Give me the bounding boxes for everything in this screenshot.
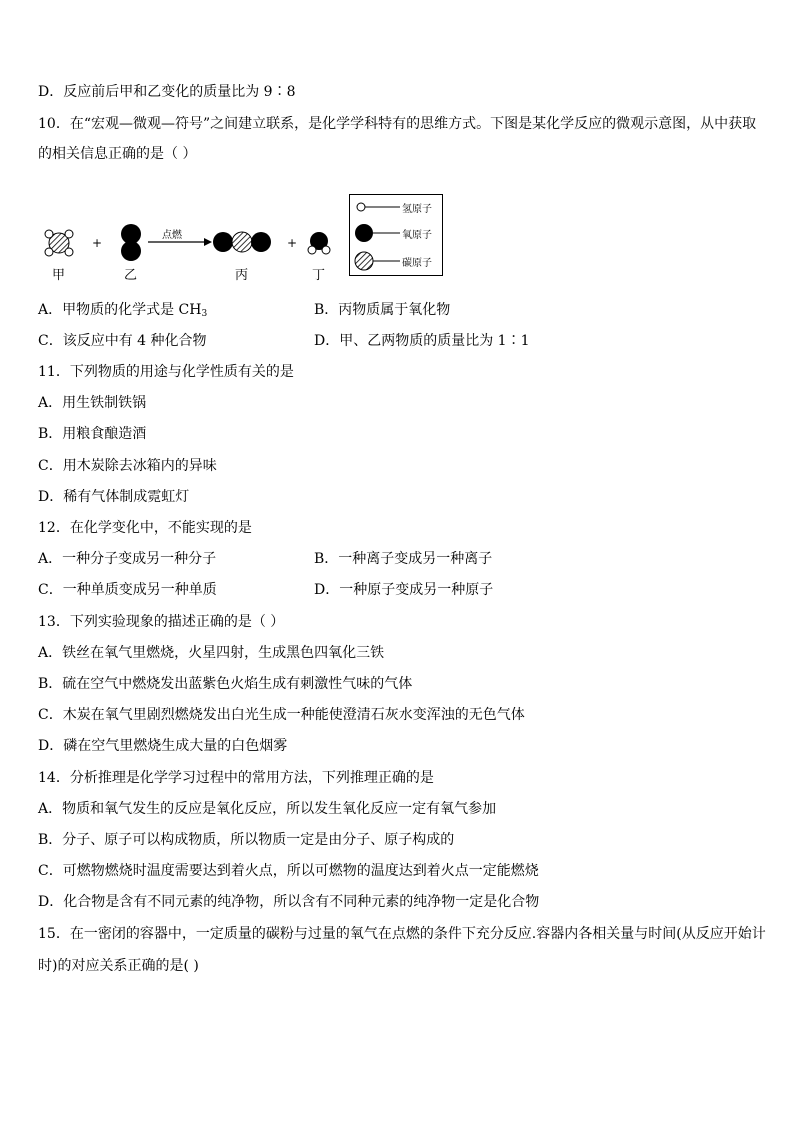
label-jia: 甲 [52, 268, 66, 283]
q10-option-b: B．丙物质属于氧化物 [314, 302, 451, 318]
q11-stem: 11．下列物质的用途与化学性质有关的是 [38, 364, 294, 380]
plus-sign-1: + [92, 236, 103, 250]
legend-carbon-label: 碳原子 [402, 258, 432, 269]
molecule-bing [213, 232, 271, 252]
label-ding: 丁 [312, 268, 326, 283]
q12-stem: 12．在化学变化中，不能实现的是 [38, 520, 252, 536]
q13-option-c: C．木炭在氧气里剧烈燃烧发出白光生成一种能使澄清石灰水变浑浊的无色气体 [38, 707, 525, 723]
q14-option-a: A．物质和氧气发生的反应是氧化反应，所以发生氧化反应一定有氧气参加 [38, 801, 497, 817]
q11-option-a: A．用生铁制铁锅 [38, 395, 147, 411]
condition-label: 点燃 [162, 230, 182, 241]
legend-oxygen-label: 氧原子 [402, 230, 432, 241]
label-bing: 丙 [235, 268, 249, 283]
q14-option-d: D．化合物是含有不同元素的纯净物，所以含有不同种元素的纯净物一定是化合物 [38, 894, 540, 910]
q11-option-c: C．用木炭除去冰箱内的异味 [38, 458, 217, 474]
q14-stem: 14．分析推理是化学学习过程中的常用方法，下列推理正确的是 [38, 770, 434, 786]
q10-stem-line2: 的相关信息正确的是（ ） [38, 146, 197, 162]
q13-stem: 13．下列实验现象的描述正确的是（ ） [38, 614, 285, 630]
molecule-yi [121, 224, 141, 261]
q10-option-d: D．甲、乙两物质的质量比为 1∶1 [314, 333, 530, 349]
legend-carbon-icon [355, 252, 373, 270]
q13-option-b: B．硫在空气中燃烧发出蓝紫色火焰生成有刺激性气味的气体 [38, 676, 413, 692]
q15-stem-line1: 15．在一密闭的容器中，一定质量的碳粉与过量的氧气在点燃的条件下充分反应.容器内各相关量与时间(从反应开始计 [38, 926, 766, 942]
q10-option-a-subscript: 3 [201, 309, 208, 319]
molecule-jia [45, 230, 73, 256]
plus-sign-2: + [287, 236, 298, 250]
q12-option-c: C．一种单质变成另一种单质 [38, 582, 217, 598]
q12-option-d: D．一种原子变成另一种原子 [314, 582, 494, 598]
legend-hydrogen-label: 氢原子 [402, 204, 432, 215]
q10-option-a: A．甲物质的化学式是 $CH_3$ [38, 302, 208, 319]
legend-hydrogen-icon [357, 203, 365, 211]
q10-stem-line1: 10．在“宏观—微观—符号”之间建立联系，是化学学科特有的思维方式。下图是某化学反应的微观示意图，从中获取 [38, 116, 757, 132]
label-yi: 乙 [124, 268, 138, 283]
q13-option-d: D．磷在空气里燃烧生成大量的白色烟雾 [38, 738, 288, 754]
q9-option-d: D．反应前后甲和乙变化的质量比为 9∶8 [38, 84, 296, 100]
q11-option-b: B．用粮食酿造酒 [38, 426, 147, 442]
q13-option-a: A．铁丝在氧气里燃烧，火星四射，生成黑色四氧化三铁 [38, 645, 385, 661]
q11-option-d: D．稀有气体制成霓虹灯 [38, 489, 190, 505]
q10-option-c: C．该反应中有 4 种化合物 [38, 333, 207, 349]
molecule-ding [308, 232, 330, 254]
legend-oxygen-icon [355, 224, 373, 242]
q14-option-b: B．分子、原子可以构成物质，所以物质一定是由分子、原子构成的 [38, 832, 455, 848]
q14-option-c: C．可燃物燃烧时温度需要达到着火点，所以可燃物的温度达到着火点一定能燃烧 [38, 863, 539, 879]
q12-option-b: B．一种离子变成另一种离子 [314, 551, 493, 567]
legend-box [349, 194, 443, 276]
q15-stem-line2: 时)的对应关系正确的是( ) [38, 958, 199, 974]
q12-option-a: A．一种分子变成另一种分子 [38, 551, 217, 567]
